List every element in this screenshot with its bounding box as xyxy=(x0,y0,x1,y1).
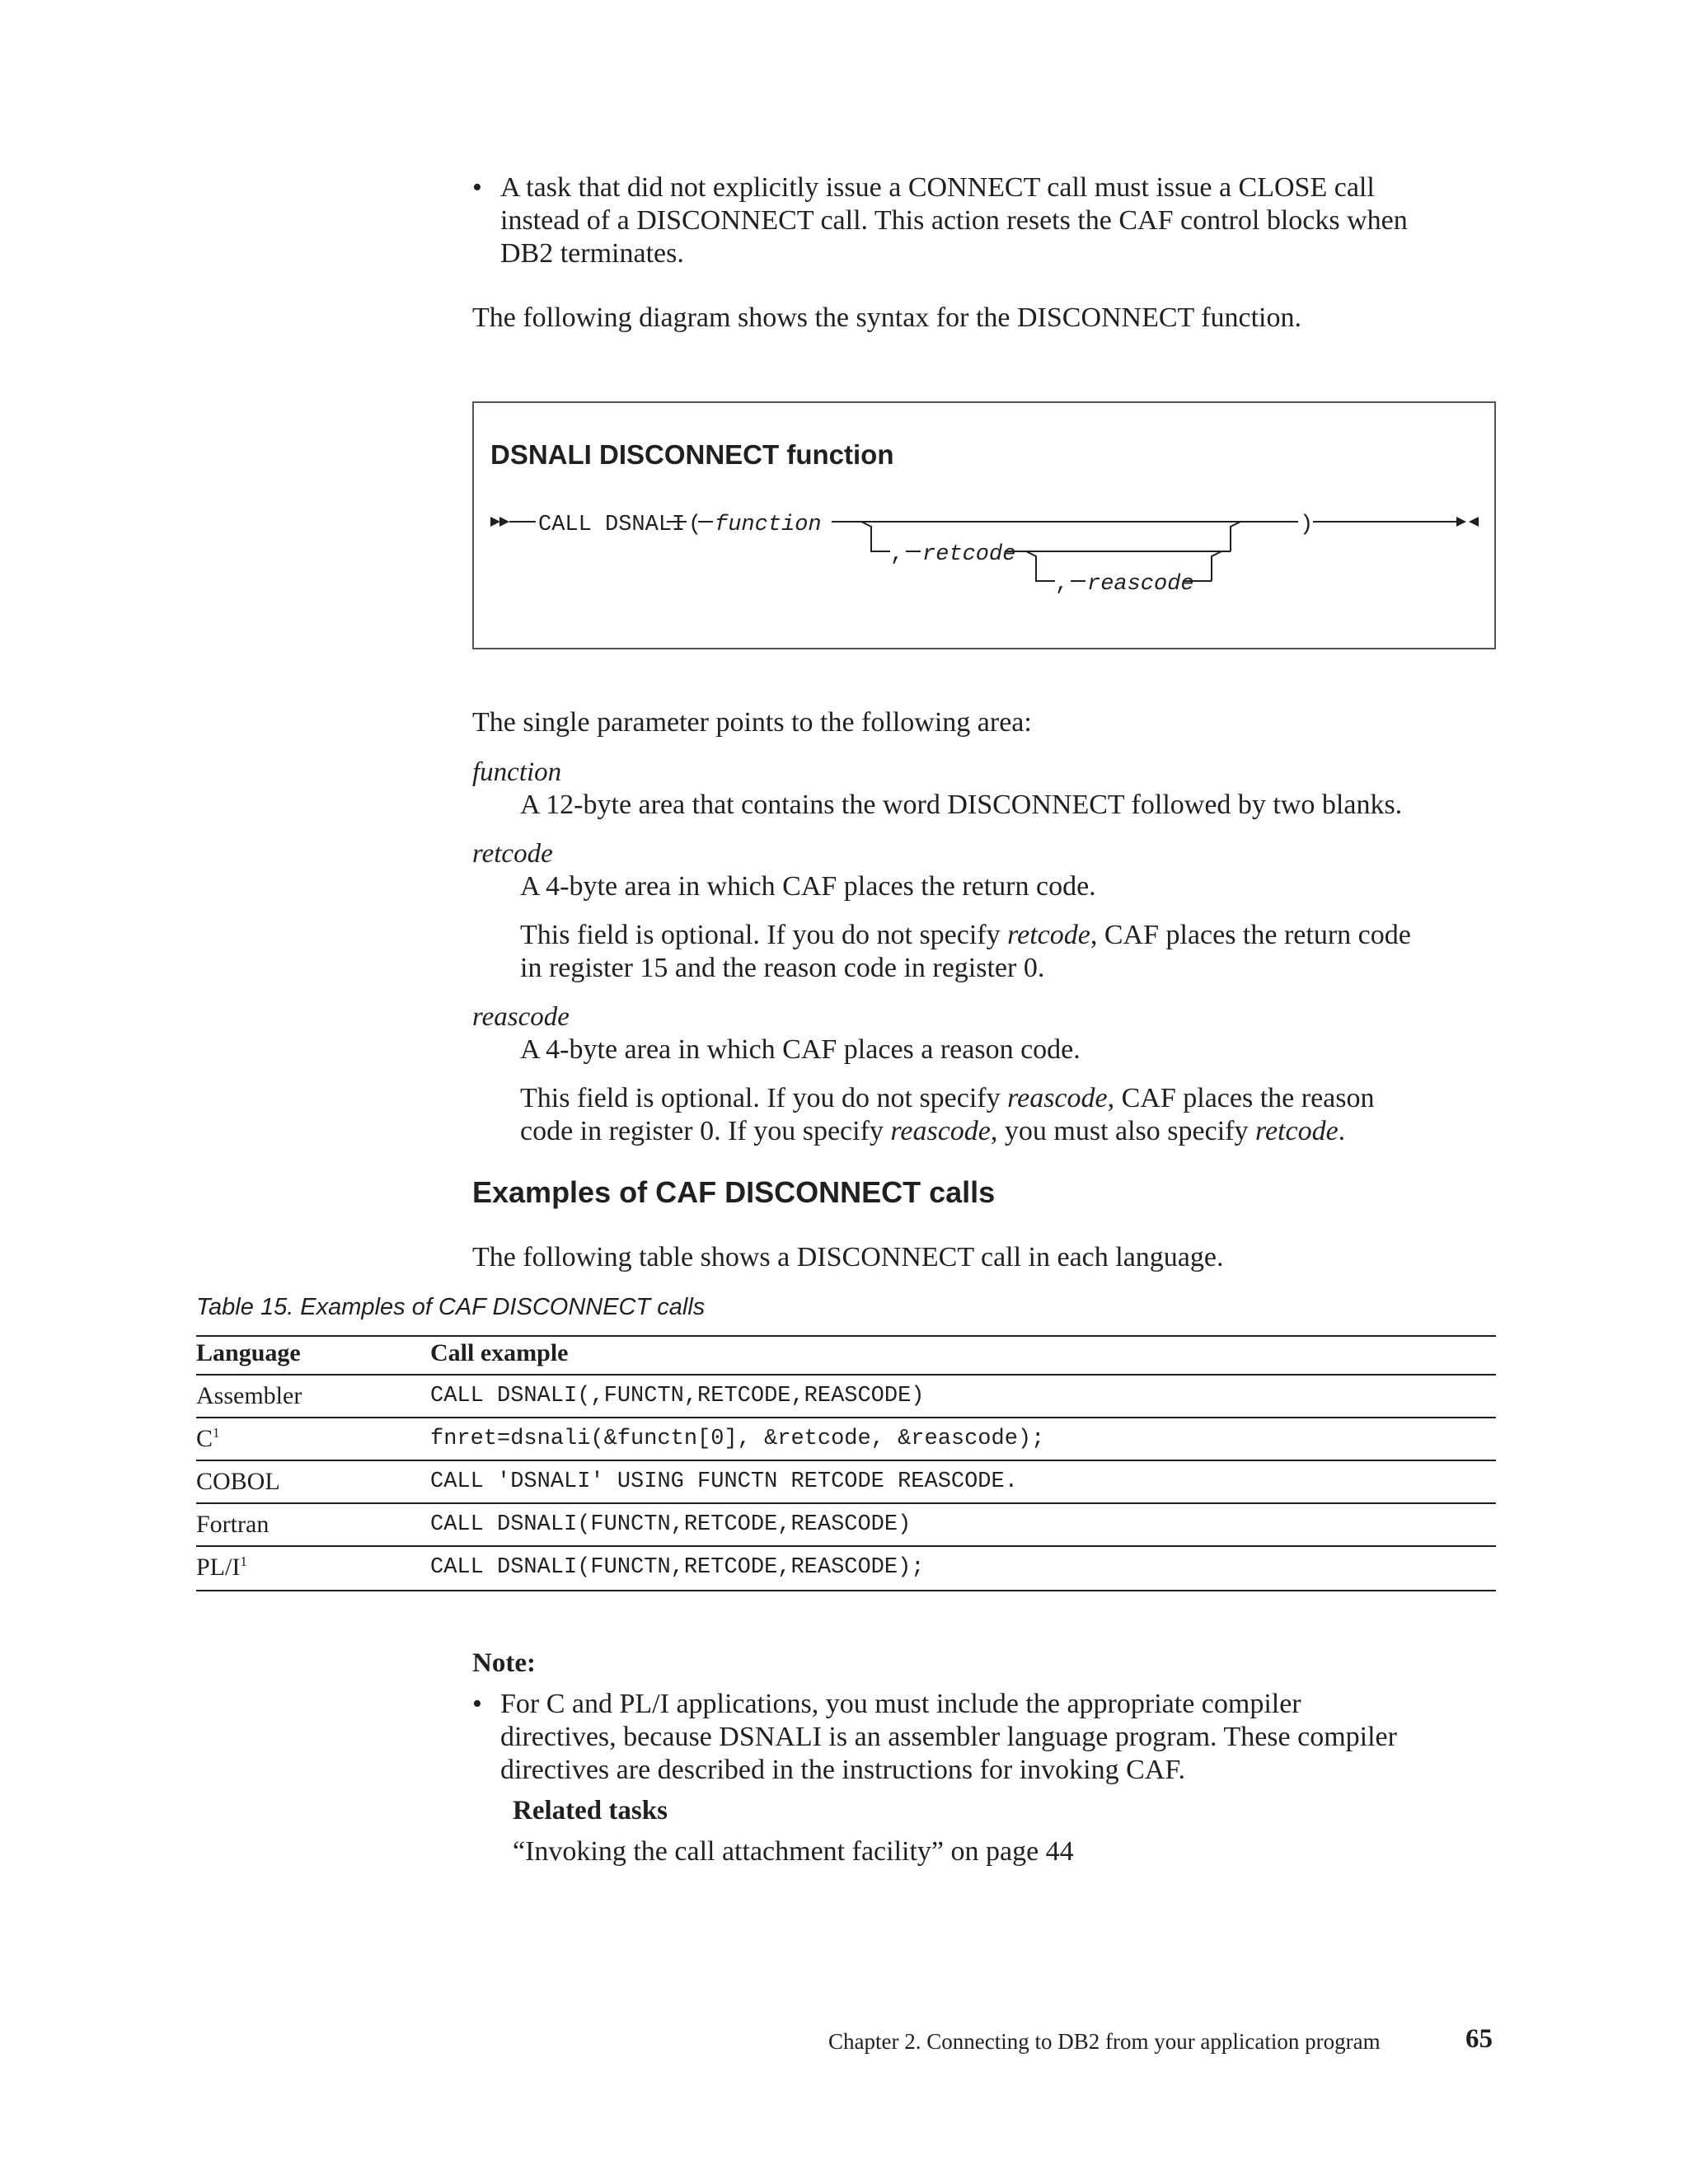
row-code: CALL DSNALI(,FUNCTN,RETCODE,REASCODE) xyxy=(430,1384,925,1408)
intro-bullet-line-2: instead of a DISCONNECT call. This action resets the CAF control blocks when xyxy=(500,205,1408,236)
note-line-3: directives are described in the instructions for invoking CAF. xyxy=(500,1755,1186,1785)
note-line-1: For C and PL/I applications, you must include the appropriate compiler xyxy=(500,1689,1301,1719)
diagram-call-text: CALL DSNALI xyxy=(538,513,686,537)
header-call-example: Call example xyxy=(430,1339,569,1366)
row-divider xyxy=(196,1502,1496,1504)
row-code: CALL DSNALI(FUNCTN,RETCODE,REASCODE); xyxy=(430,1555,925,1580)
def-reascode-2-line-1: This field is optional. If you do not specify reascode, CAF places the reason xyxy=(520,1083,1375,1113)
diagram-retcode-param: retcode xyxy=(922,542,1016,567)
diagram-start-arrow-2 xyxy=(499,517,509,527)
row-code: CALL DSNALI(FUNCTN,RETCODE,REASCODE) xyxy=(430,1512,912,1537)
syntax-diagram-graphic xyxy=(474,403,1498,651)
row-language: $C^1$ xyxy=(196,1425,220,1452)
diagram-function-param: function xyxy=(715,513,822,537)
bullet-icon: • xyxy=(472,172,482,203)
def-function: A 12-byte area that contains the word DISCONNECT followed by two blanks. xyxy=(520,790,1403,820)
diagram-title: DSNALI DISCONNECT function xyxy=(490,439,894,470)
table-intro: The following table shows a DISCONNECT call in each language. xyxy=(472,1242,1224,1272)
row-language: Fortran xyxy=(196,1511,270,1538)
syntax-diagram xyxy=(472,401,1496,649)
footer-chapter: Chapter 2. Connecting to DB2 from your application program xyxy=(828,2029,1381,2054)
page-number: 65 xyxy=(1465,2024,1493,2054)
diagram-end-arrow xyxy=(1456,517,1466,527)
header-language: Language xyxy=(196,1339,301,1366)
diagram-start-arrow-1 xyxy=(490,517,500,527)
row-code: CALL 'DSNALI' USING FUNCTN RETCODE REASCODE. xyxy=(430,1469,1018,1494)
diagram-reascode-comma: , xyxy=(1055,572,1069,597)
term-function: function xyxy=(472,757,562,787)
bullet-icon: • xyxy=(472,1689,482,1719)
term-reascode: reascode xyxy=(472,1002,570,1032)
table-caption: Table 15. Examples of CAF DISCONNECT calls xyxy=(196,1294,706,1320)
table-top-rule xyxy=(196,1335,1496,1337)
intro-bullet-line-1: A task that did not explicitly issue a CONNECT call must issue a CLOSE call xyxy=(500,172,1375,203)
related-task-link[interactable]: “Invoking the call attachment facility” on page 44 xyxy=(513,1836,1074,1867)
syntax-intro: The following diagram shows the syntax for the DISCONNECT function. xyxy=(472,302,1302,333)
table-header-rule xyxy=(196,1374,1496,1376)
note-label: Note: xyxy=(472,1648,536,1678)
def-reascode-1: A 4-byte area in which CAF places a reason code. xyxy=(520,1034,1081,1065)
table-bottom-rule xyxy=(196,1590,1496,1591)
related-tasks-heading: Related tasks xyxy=(513,1796,668,1825)
term-retcode: retcode xyxy=(472,839,553,869)
row-language: Assembler xyxy=(196,1382,302,1409)
diagram-open-paren: ( xyxy=(688,513,702,537)
diagram-close-paren: ) xyxy=(1300,513,1314,537)
examples-heading: Examples of CAF DISCONNECT calls xyxy=(472,1175,996,1209)
diagram-end-marker xyxy=(1469,517,1479,527)
row-divider xyxy=(196,1460,1496,1461)
row-divider xyxy=(196,1417,1496,1418)
intro-bullet-line-3: DB2 terminates. xyxy=(500,238,684,269)
param-intro: The single parameter points to the following area: xyxy=(472,707,1032,738)
def-retcode-2-line-1: This field is optional. If you do not specify retcode, CAF places the return code xyxy=(520,920,1411,950)
diagram-reascode-param: reascode xyxy=(1087,572,1194,597)
row-divider xyxy=(196,1545,1496,1547)
def-retcode-2-line-2: in register 15 and the reason code in register 0. xyxy=(520,953,1045,983)
row-language: $PL/I^1$ xyxy=(196,1554,247,1581)
def-retcode-1: A 4-byte area in which CAF places the return code. xyxy=(520,871,1096,902)
row-language: COBOL xyxy=(196,1468,280,1495)
def-reascode-2-line-2: code in register 0. If you specify reascode, you must also specify retcode. xyxy=(520,1116,1346,1146)
diagram-retcode-comma: , xyxy=(890,542,904,567)
row-code: fnret=dsnali(&functn[0], &retcode, &reascode); xyxy=(430,1427,1045,1451)
note-line-2: directives, because DSNALI is an assembler language program. These compiler xyxy=(500,1722,1397,1752)
